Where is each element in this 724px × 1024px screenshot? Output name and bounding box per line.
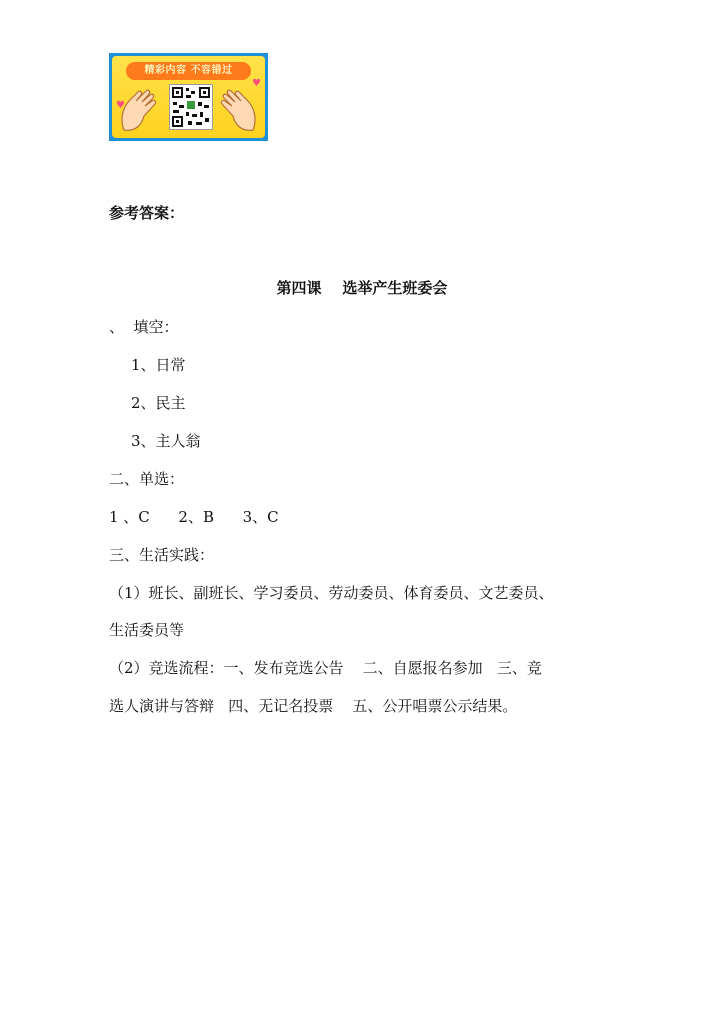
clapping-hand-left-icon: [118, 86, 162, 136]
lesson-title: 第四课 选举产生班委会: [276, 279, 448, 297]
fill-blank-answer-1: 1、日常: [131, 356, 186, 374]
single-choice-answers: 1 、C 2、B 3、C: [109, 508, 279, 526]
practice-answer-2-line-1: （2）竞选流程：一、发布竞选公告 二、自愿报名参加 三、竞: [109, 659, 542, 677]
fill-blank-answer-2: 2、民主: [131, 394, 186, 412]
promo-banner-inner: [112, 56, 265, 138]
practice-answer-2-line-2: 选人演讲与答辩 四、无记名投票 五、公开唱票公示结果。: [109, 697, 518, 715]
section-fill-blank-label: 、 填空：: [109, 318, 179, 336]
fill-blank-answer-3: 3、主人翁: [131, 432, 201, 450]
answer-key-heading: 参考答案：: [109, 204, 185, 222]
qr-code-icon: [170, 85, 212, 129]
heart-icon: ♥: [116, 100, 125, 111]
qr-code[interactable]: [169, 84, 213, 130]
clapping-hand-right-icon: [215, 86, 259, 136]
promo-banner[interactable]: [109, 53, 268, 141]
heart-icon: ♥: [252, 78, 261, 89]
section-single-choice-label: 二、单选：: [109, 470, 185, 488]
practice-answer-1-line-2: 生活委员等: [109, 621, 185, 639]
section-practice-label: 三、生活实践：: [109, 546, 215, 564]
practice-answer-1-line-1: （1）班长、副班长、学习委员、劳动委员、体育委员、文艺委员、: [109, 584, 554, 602]
promo-banner-title: 精彩内容 不容错过: [126, 62, 251, 80]
